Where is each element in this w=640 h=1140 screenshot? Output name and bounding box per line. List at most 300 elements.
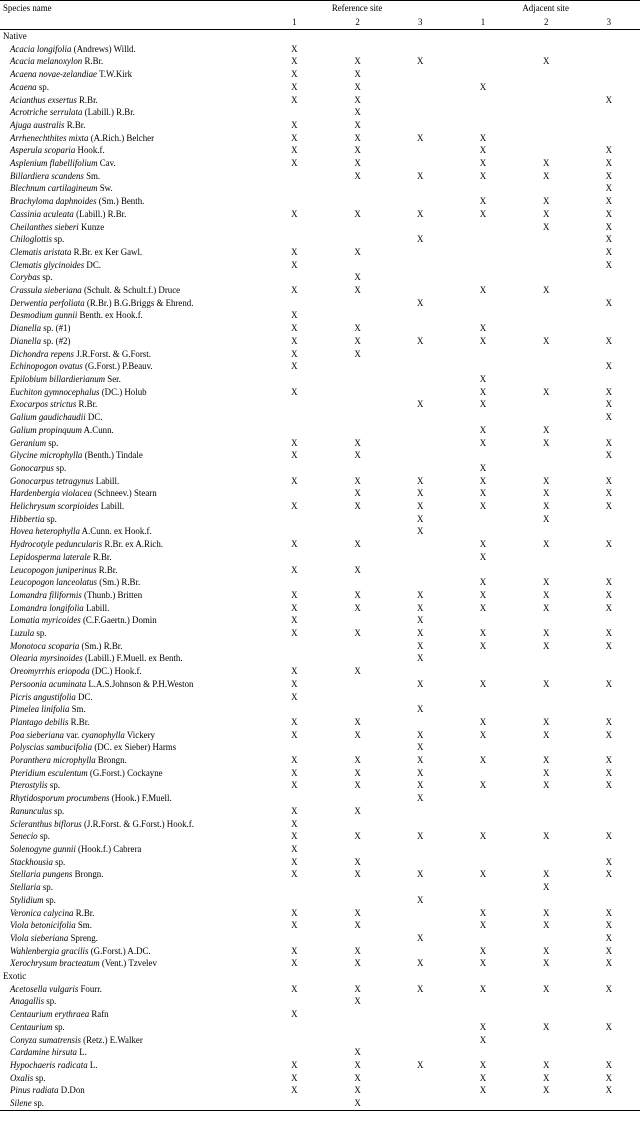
table-row [0, 576, 640, 589]
species-binomial: Hypochaeris radicata [10, 1059, 88, 1070]
presence-cell [515, 398, 578, 411]
presence-cell: X [417, 56, 424, 67]
presence-cell [451, 856, 514, 869]
presence-cell: X [291, 628, 298, 639]
species-name [0, 640, 263, 653]
presence-cell: X [542, 386, 550, 397]
presence-cell [389, 1097, 451, 1110]
presence-cell: X [417, 297, 424, 308]
presence-cell: X [291, 869, 298, 880]
presence-cell [578, 462, 640, 475]
presence-cell [515, 665, 578, 678]
presence-cell: X [479, 1072, 487, 1083]
table-row [0, 767, 640, 780]
table-row [0, 894, 640, 907]
species-variety: cyanophylla [81, 729, 125, 740]
presence-cell [451, 182, 514, 195]
presence-cell [451, 805, 514, 818]
presence-cell: X [605, 221, 613, 232]
presence-cell: X [605, 602, 613, 613]
presence-cell: X [354, 488, 361, 499]
presence-cell [515, 614, 578, 627]
species-binomial: Poranthera microphylla [10, 755, 96, 766]
presence-cell: X [605, 577, 613, 588]
presence-cell [515, 182, 578, 195]
presence-cell: X [542, 1072, 550, 1083]
presence-cell: X [542, 678, 550, 689]
species-name [0, 322, 263, 335]
presence-cell: X [542, 602, 550, 613]
presence-cell: X [354, 158, 361, 169]
presence-cell: X [542, 920, 550, 931]
species-name [0, 729, 263, 742]
species-binomial: Acacia melanoxylon [10, 56, 83, 67]
presence-cell: X [479, 437, 487, 448]
presence-cell [515, 309, 578, 322]
presence-cell: X [417, 132, 424, 143]
presence-cell [389, 221, 451, 234]
presence-cell [515, 462, 578, 475]
table-row [0, 945, 640, 958]
presence-cell [515, 1034, 578, 1047]
presence-cell [578, 691, 640, 704]
species-name [0, 843, 263, 856]
presence-cell: X [291, 805, 298, 816]
species-name [0, 284, 263, 297]
species-binomial: Senecio [10, 831, 38, 842]
species-name [0, 1008, 263, 1021]
species-authority: (DC.) Hook.f. [91, 666, 142, 677]
presence-cell [515, 119, 578, 132]
presence-cell [451, 106, 514, 119]
presence-cell [389, 805, 451, 818]
species-authority: (Schult. & Schult.f.) Druce [83, 285, 181, 296]
species-name [0, 703, 263, 716]
presence-cell [578, 843, 640, 856]
presence-cell [515, 132, 578, 145]
species-name [0, 564, 263, 577]
presence-cell [451, 94, 514, 107]
presence-cell: X [354, 945, 361, 956]
species-name [0, 487, 263, 500]
species-authority: (Benth.) Tindale [84, 450, 143, 461]
species-name [0, 894, 263, 907]
species-name [0, 297, 263, 310]
presence-cell: X [417, 755, 424, 766]
section-row [0, 970, 640, 983]
table-row [0, 500, 640, 513]
presence-cell [326, 297, 389, 310]
presence-cell: X [354, 56, 361, 67]
species-name [0, 932, 263, 945]
presence-cell [326, 43, 389, 56]
species-name [0, 525, 263, 538]
presence-cell: X [479, 323, 487, 334]
table-row [0, 437, 640, 450]
table-row [0, 1046, 640, 1059]
presence-cell: X [479, 983, 487, 994]
species-authority: (C.F.Gaertn.) Domin [82, 615, 157, 626]
presence-cell [389, 284, 451, 297]
presence-cell [451, 691, 514, 704]
presence-cell [578, 284, 640, 297]
presence-cell: X [417, 475, 424, 486]
presence-cell [515, 551, 578, 564]
site-header: 1 [451, 15, 514, 30]
presence-cell: X [354, 170, 361, 181]
species-authority: L.A.S.Johnson & P.H.Weston [88, 678, 194, 689]
presence-cell: X [605, 716, 613, 727]
presence-cell: X [354, 119, 361, 130]
presence-cell: X [479, 945, 487, 956]
species-binomial: Ranunculus [10, 805, 52, 816]
species-name [0, 678, 263, 691]
species-name [0, 957, 263, 970]
presence-cell [578, 373, 640, 386]
presence-cell: X [542, 958, 550, 969]
species-name [0, 55, 263, 68]
presence-cell: X [542, 1085, 550, 1096]
species-authority: Kunze [81, 221, 105, 232]
species-binomial: Dichondra repens [10, 348, 75, 359]
species-binomial: Corybas [10, 272, 41, 283]
presence-cell: X [479, 1021, 487, 1032]
species-authority: R.Br. [66, 119, 86, 130]
presence-cell: X [479, 551, 487, 562]
species-binomial: Lomandra longifolia [10, 602, 84, 613]
species-binomial: Geranium [10, 437, 46, 448]
presence-cell: X [417, 831, 424, 842]
presence-cell [389, 424, 451, 437]
presence-cell: X [605, 246, 613, 257]
presence-cell [451, 1097, 514, 1110]
species-authority: R.Br. [79, 94, 98, 105]
presence-cell: X [542, 1059, 550, 1070]
presence-cell: X [417, 958, 424, 969]
presence-cell [389, 106, 451, 119]
presence-cell: X [291, 831, 298, 842]
header-row-groups [0, 1, 640, 16]
species-name [0, 208, 263, 221]
species-authority: R.Br. [75, 907, 95, 918]
species-binomial: Cardamine hirsuta [10, 1047, 77, 1058]
species-name [0, 246, 263, 259]
presence-cell [326, 741, 389, 754]
presence-cell [263, 170, 326, 183]
presence-cell [389, 449, 451, 462]
species-name [0, 779, 263, 792]
section-row [0, 30, 640, 43]
species-binomial: Clematis aristata [10, 246, 72, 257]
presence-cell: X [479, 158, 487, 169]
presence-cell: X [354, 272, 361, 283]
presence-cell [389, 843, 451, 856]
presence-cell: X [479, 678, 487, 689]
adjacent-site-header: Adjacent site [451, 1, 640, 16]
presence-cell [263, 525, 326, 538]
species-name [0, 424, 263, 437]
presence-cell [389, 564, 451, 577]
species-binomial: Cassinia aculeata [10, 208, 74, 219]
presence-cell: X [291, 285, 298, 296]
presence-cell: X [354, 831, 361, 842]
presence-cell [263, 576, 326, 589]
species-authority: sp. [56, 462, 67, 473]
species-authority: A.Cunn. ex Hook.f. [81, 526, 152, 537]
presence-cell [515, 843, 578, 856]
species-authority: (Andrews) Willd. [73, 43, 136, 54]
presence-cell [389, 551, 451, 564]
table-row [0, 830, 640, 843]
presence-cell [515, 360, 578, 373]
species-name [0, 132, 263, 145]
species-authority: Brongn. [74, 869, 104, 880]
presence-cell [389, 881, 451, 894]
species-authority: (Vent.) Tzvelev [101, 958, 157, 969]
table-row [0, 551, 640, 564]
species-binomial: Galium propinquum [10, 424, 82, 435]
species-name [0, 386, 263, 399]
species-name [0, 1021, 263, 1034]
presence-cell: X [291, 246, 298, 257]
presence-cell: X [479, 628, 487, 639]
presence-cell [578, 805, 640, 818]
species-binomial: Hydrocotyle peduncularis [10, 539, 103, 550]
presence-cell: X [291, 729, 298, 740]
presence-cell: X [417, 729, 424, 740]
species-name [0, 81, 263, 94]
presence-cell [389, 246, 451, 259]
species-binomial: Helichrysum scorpioides [10, 501, 99, 512]
species-name [0, 856, 263, 869]
presence-cell: X [479, 335, 487, 346]
species-binomial: Centaurium [10, 1021, 53, 1032]
table-row [0, 487, 640, 500]
species-authority: Labill. [85, 602, 110, 613]
species-authority: DC. [87, 412, 103, 423]
presence-cell: X [291, 907, 298, 918]
presence-cell [263, 741, 326, 754]
presence-cell [389, 271, 451, 284]
presence-cell: X [354, 323, 361, 334]
species-binomial: Oreomyrrhis eriopoda [10, 666, 90, 677]
species-name [0, 919, 263, 932]
presence-cell [515, 525, 578, 538]
species-name [0, 43, 263, 56]
table-row [0, 513, 640, 526]
table-row [0, 805, 640, 818]
presence-cell [263, 792, 326, 805]
presence-cell: X [542, 539, 550, 550]
presence-cell [515, 856, 578, 869]
presence-cell [515, 81, 578, 94]
species-binomial: Hardenbergia violacea [10, 488, 92, 499]
presence-cell: X [354, 501, 361, 512]
presence-cell [515, 271, 578, 284]
species-authority: (R.Br.) B.G.Briggs & Ehrend. [86, 297, 194, 308]
presence-cell: X [291, 564, 298, 575]
presence-cell: X [291, 361, 298, 372]
table-row [0, 614, 640, 627]
species-name [0, 907, 263, 920]
presence-cell: X [354, 767, 361, 778]
presence-cell: X [605, 94, 613, 105]
table-row [0, 424, 640, 437]
table-row [0, 348, 640, 361]
presence-cell: X [605, 208, 613, 219]
species-authority: R.Br. [92, 551, 112, 562]
species-binomial: Pteridium esculentum [10, 767, 88, 778]
presence-cell: X [605, 755, 613, 766]
table-row [0, 678, 640, 691]
presence-cell: X [605, 297, 613, 308]
table-row [0, 322, 640, 335]
presence-cell: X [479, 488, 487, 499]
species-authority: (Hook.) F.Muell. [111, 793, 172, 804]
table-row [0, 284, 640, 297]
presence-cell: X [479, 907, 487, 918]
presence-cell [263, 551, 326, 564]
species-name [0, 538, 263, 551]
site-header: 1 [263, 15, 326, 30]
species-authority: (DC.) Holub [101, 386, 147, 397]
presence-cell [578, 525, 640, 538]
presence-cell [326, 386, 389, 399]
presence-cell [389, 195, 451, 208]
species-name [0, 398, 263, 411]
presence-cell: X [354, 780, 361, 791]
species-name [0, 348, 263, 361]
presence-cell: X [291, 450, 298, 461]
species-authority: Sm. [77, 920, 92, 931]
species-name [0, 373, 263, 386]
presence-cell: X [605, 488, 613, 499]
species-name [0, 157, 263, 170]
species-authority: DC. [78, 691, 93, 702]
presence-cell: X [605, 386, 613, 397]
table-row [0, 411, 640, 424]
table-row [0, 716, 640, 729]
presence-cell [389, 665, 451, 678]
species-name [0, 182, 263, 195]
table-row [0, 1008, 640, 1021]
species-authority: (Labill.) F.Muell. ex Benth. [84, 653, 183, 664]
presence-cell [578, 322, 640, 335]
species-binomial: Stylidium [10, 894, 44, 905]
presence-cell: X [354, 856, 361, 867]
presence-cell: X [542, 755, 550, 766]
species-authority: sp. [36, 628, 47, 639]
presence-cell: X [605, 361, 613, 372]
presence-cell: X [417, 526, 424, 537]
presence-cell: X [605, 678, 613, 689]
presence-cell [263, 894, 326, 907]
species-binomial: Stackhousia [10, 856, 53, 867]
presence-cell [515, 43, 578, 56]
species-authority: sp. [35, 1072, 46, 1083]
presence-cell [515, 995, 578, 1008]
presence-cell [451, 843, 514, 856]
presence-cell: X [542, 196, 550, 207]
species-authority: Cav. [99, 158, 116, 169]
presence-cell: X [354, 145, 361, 156]
table-row [0, 538, 640, 551]
presence-cell: X [417, 932, 424, 943]
presence-cell: X [417, 742, 424, 753]
presence-cell [515, 792, 578, 805]
presence-cell [451, 297, 514, 310]
species-binomial: Exocarpos strictus [10, 399, 77, 410]
presence-cell: X [354, 1047, 361, 1058]
presence-cell: X [291, 501, 298, 512]
presence-cell: X [605, 158, 613, 169]
presence-cell [263, 221, 326, 234]
presence-cell [451, 792, 514, 805]
presence-cell: X [354, 437, 361, 448]
table-row [0, 754, 640, 767]
species-name [0, 335, 263, 348]
presence-cell [578, 1008, 640, 1021]
presence-cell [389, 437, 451, 450]
presence-cell [578, 43, 640, 56]
species-name [0, 995, 263, 1008]
presence-cell: X [291, 1009, 298, 1020]
presence-cell: X [605, 1021, 613, 1032]
presence-cell: X [291, 208, 298, 219]
table-row [0, 1072, 640, 1085]
table-row [0, 475, 640, 488]
presence-cell [326, 513, 389, 526]
presence-cell: X [291, 335, 298, 346]
presence-cell [263, 703, 326, 716]
species-binomial: Poa sieberiana [10, 729, 64, 740]
presence-cell [389, 1084, 451, 1097]
presence-cell [451, 564, 514, 577]
presence-cell: X [417, 1059, 424, 1070]
table-row [0, 589, 640, 602]
species-binomial: Crassula sieberiana [10, 285, 82, 296]
presence-cell: X [291, 56, 298, 67]
presence-cell [389, 373, 451, 386]
presence-cell [515, 1046, 578, 1059]
presence-cell [578, 119, 640, 132]
species-name [0, 602, 263, 615]
presence-cell: X [291, 666, 298, 677]
presence-cell [389, 818, 451, 831]
presence-cell: X [542, 424, 550, 435]
presence-cell: X [542, 780, 550, 791]
species-binomial: Oxalis [10, 1072, 34, 1083]
presence-cell [578, 818, 640, 831]
presence-cell [578, 652, 640, 665]
table-row [0, 373, 640, 386]
species-binomial: Pimelea linifolia [10, 704, 70, 715]
species-authority: J.R.Forst. & G.Forst. [76, 348, 151, 359]
presence-cell: X [542, 831, 550, 842]
species-name [0, 589, 263, 602]
table-row [0, 741, 640, 754]
presence-cell [578, 55, 640, 68]
species-name [0, 119, 263, 132]
presence-cell [515, 932, 578, 945]
presence-cell: X [417, 513, 424, 524]
species-authority: (G.Forst.) A.DC. [90, 945, 151, 956]
presence-cell: X [479, 1085, 487, 1096]
species-name [0, 551, 263, 564]
presence-cell [263, 881, 326, 894]
presence-cell: X [542, 437, 550, 448]
presence-cell: X [354, 475, 361, 486]
